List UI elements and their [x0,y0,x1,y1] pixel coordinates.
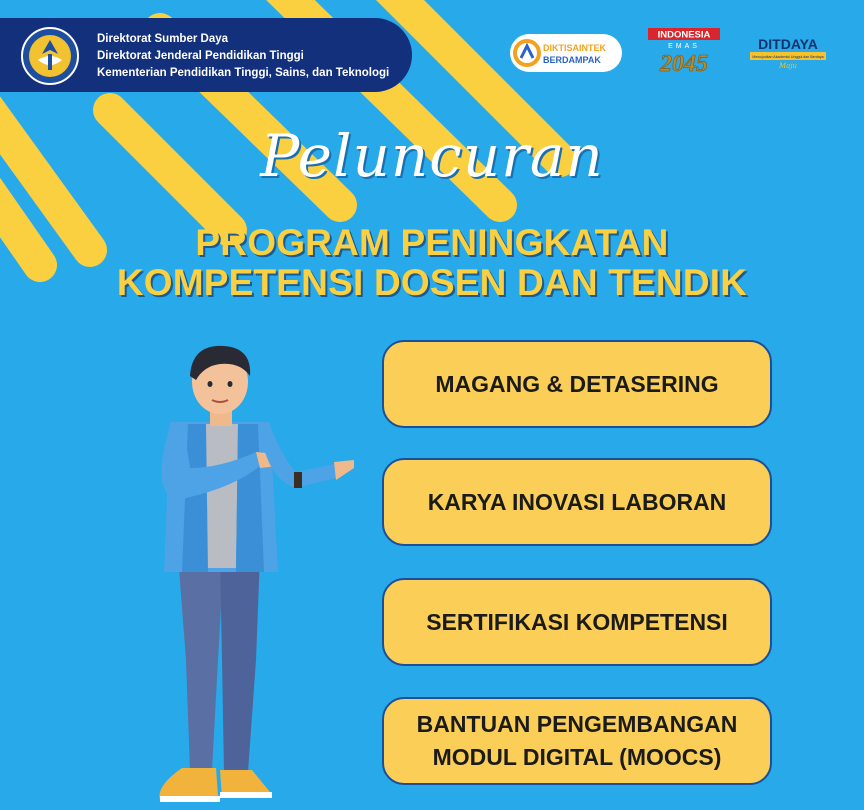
program-label: MAGANG & DETASERING [435,370,719,397]
diktisaintek-berdampak-logo [510,34,622,72]
year-2045-label: 2045 [660,51,708,76]
ditdaya-logo [748,36,828,70]
program-label-line-1: BANTUAN PENGEMBANGAN [416,711,738,737]
emas-label: EMAS [668,43,700,50]
main-title-line-1: PROGRAM PENINGKATAN [195,222,669,263]
tut-wuri-handayani-emblem [20,26,80,86]
header-text [97,31,389,82]
indonesia-label: INDONESIA [657,29,711,41]
header-line-2: Direktorat Jenderal Pendidikan Tinggi [97,50,304,62]
program-bantuan-modul-digital [382,697,772,785]
ditdaya-name: DITDAYA [758,36,818,52]
main-title-line-2: KOMPETENSI DOSEN DAN TENDIK [116,262,748,303]
pointing-man-illustration [120,340,380,810]
diktisaintek-line2: BERDAMPAK [543,55,601,65]
program-label: SERTIFIKASI KOMPETENSI [426,608,728,635]
program-label: KARYA INOVASI LABORAN [427,488,727,515]
program-karya-inovasi-laboran [382,458,772,546]
header-line-1: Direktorat Sumber Daya [97,33,229,45]
diktisaintek-line1: DIKTISAINTEK [543,43,606,53]
ditdaya-tagline: Mewujudkan Akademisi Unggul dan Berdaya [752,55,824,59]
header-line-3: Kementerian Pendidikan Tinggi, Sains, dan Teknologi [97,67,390,79]
program-magang-detasering [382,340,772,428]
program-label-line-2: MODUL DIGITAL (MOOCS) [432,744,722,770]
program-sertifikasi-kompetensi [382,578,772,666]
launch-script-title: Peluncuran [260,122,604,190]
indonesia-emas-2045-logo [640,26,728,76]
ditdaya-sub: Maju [778,62,798,70]
